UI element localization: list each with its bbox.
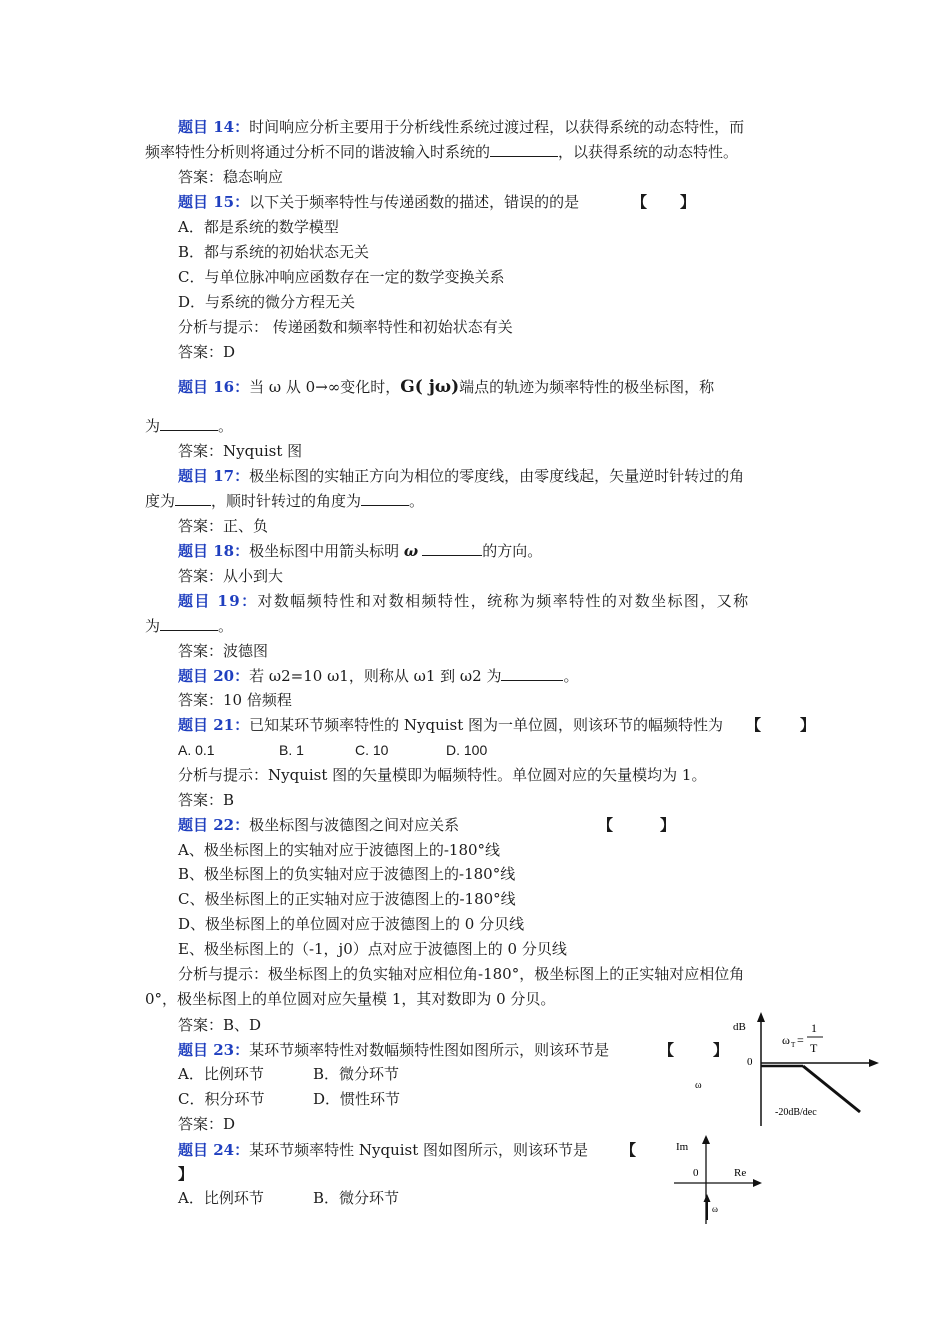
q23-slope-asymptote bbox=[803, 1066, 860, 1112]
q24-nyquist-figure bbox=[670, 1132, 770, 1226]
q14-line-1 bbox=[178, 117, 744, 137]
q20-answer: 答案：10 倍频程 bbox=[178, 691, 292, 709]
q15-bracket-open: 【 bbox=[632, 193, 648, 211]
q24-im-axis-arrow bbox=[702, 1135, 710, 1144]
q22-option-d: D、极坐标图上的单位圆对应于波德图上的 0 分贝线 bbox=[178, 915, 525, 933]
q17-line-1 bbox=[178, 466, 744, 486]
q23-bracket-open: 【 bbox=[659, 1041, 675, 1059]
q20-text-a: 若 ω2=10 ω1，则称从 ω1 到 ω2 为 bbox=[249, 667, 502, 685]
q22-text: 极坐标图与波德图之间对应关系 bbox=[249, 816, 460, 834]
q19-text-a: 对数幅频特性和对数相频特性，统称为频率特性的对数坐标图，又称 bbox=[257, 592, 750, 610]
q23-answer: 答案：D bbox=[178, 1115, 236, 1133]
q14-text-a: 时间响应分析主要用于分析线性系统过渡过程，以获得系统的动态特性，而 bbox=[249, 118, 745, 136]
q23-zero-label: 0 bbox=[747, 1056, 753, 1068]
q24-text: 某环节频率特性 Nyquist 图如图所示，则该环节是 bbox=[249, 1141, 589, 1159]
q23-label: 题目 23： bbox=[178, 1041, 250, 1059]
q18-answer: 答案：从小到大 bbox=[178, 567, 284, 585]
q24-line bbox=[178, 1140, 588, 1160]
q16-answer: 答案：Nyquist 图 bbox=[178, 442, 303, 460]
q23-equals: = bbox=[797, 1033, 804, 1047]
q19-text-c: 。 bbox=[218, 617, 234, 635]
q16-text-c: 为 bbox=[145, 417, 161, 435]
q23-option-b: B．微分环节 bbox=[313, 1065, 400, 1083]
q24-option-b: B．微分环节 bbox=[313, 1189, 400, 1207]
q24-re-axis-arrow bbox=[753, 1179, 762, 1187]
q22-label: 题目 22： bbox=[178, 816, 250, 834]
q23-frac-den: T bbox=[810, 1041, 818, 1055]
q18-blank[interactable] bbox=[422, 541, 482, 556]
q15-option-c: C．与单位脉冲响应函数存在一定的数学变换关系 bbox=[178, 268, 505, 286]
q24-label: 题目 24： bbox=[178, 1141, 250, 1159]
q19-label: 题目 19： bbox=[178, 592, 258, 610]
q17-answer: 答案：正、负 bbox=[178, 517, 269, 535]
q15-label: 题目 15： bbox=[178, 193, 250, 211]
q15-analysis: 分析与提示： 传递函数和频率特性和初始状态有关 bbox=[178, 318, 513, 336]
q21-line bbox=[178, 715, 723, 735]
q24-bracket-close: 】 bbox=[178, 1165, 194, 1183]
q24-zero-label: 0 bbox=[693, 1167, 699, 1179]
q23-option-d: D．惯性环节 bbox=[313, 1090, 401, 1108]
q16-text-a: 当 ω 从 0→∞变化时， bbox=[249, 378, 401, 396]
q20-blank[interactable] bbox=[501, 666, 563, 681]
q21-bracket-open: 【 bbox=[746, 716, 762, 734]
q22-option-e: E、极坐标图上的（-1，j0）点对应于波德图上的 0 分贝线 bbox=[178, 940, 567, 958]
q23-omega-t-sub: T bbox=[791, 1041, 796, 1049]
q19-text-b: 为 bbox=[145, 617, 161, 635]
q14-answer: 答案：稳态响应 bbox=[178, 168, 284, 186]
q18-line bbox=[178, 541, 542, 561]
q18-label: 题目 18： bbox=[178, 542, 250, 560]
q22-analysis-1: 分析与提示：极坐标图上的负实轴对应相位角-180°，极坐标图上的正实轴对应相位角 bbox=[178, 965, 745, 983]
q21-text: 已知某环节频率特性的 Nyquist 图为一单位圆，则该环节的幅频特性为 bbox=[249, 716, 724, 734]
q17-blank-2[interactable] bbox=[361, 491, 409, 506]
q17-text-b: 度为 bbox=[145, 492, 176, 510]
q20-label: 题目 20： bbox=[178, 667, 250, 685]
q16-text-d: 。 bbox=[218, 417, 234, 435]
q23-slope-label: -20dB/dec bbox=[775, 1107, 817, 1118]
q15-option-b: B．都与系统的初始状态无关 bbox=[178, 243, 370, 261]
q14-text-c: ，以获得系统的动态特性。 bbox=[558, 143, 739, 161]
q23-option-c: C．积分环节 bbox=[178, 1090, 265, 1108]
q21-answer: 答案：B bbox=[178, 791, 235, 809]
q19-line-2 bbox=[145, 616, 233, 636]
q14-blank[interactable] bbox=[490, 142, 558, 157]
q21-bracket-close: 】 bbox=[800, 716, 816, 734]
q18-omega: ω bbox=[403, 542, 419, 560]
q23-text: 某环节频率特性对数幅频特性图如图所示，则该环节是 bbox=[249, 1041, 610, 1059]
q24-locus-arrow bbox=[704, 1194, 711, 1202]
q17-text-d: 。 bbox=[409, 492, 425, 510]
q22-option-b: B、极坐标图上的负实轴对应于波德图上的-180°线 bbox=[178, 865, 516, 883]
q15-line bbox=[178, 192, 579, 212]
q23-y-label: dB bbox=[733, 1021, 746, 1033]
q15-option-d: D．与系统的微分方程无关 bbox=[178, 293, 356, 311]
q21-option-d: D. 100 bbox=[446, 742, 488, 758]
q17-text-c: ，顺时针转过的角度为 bbox=[211, 492, 362, 510]
q24-omega-label: ω bbox=[712, 1204, 718, 1214]
q24-bracket-open: 【 bbox=[621, 1141, 637, 1159]
q23-option-a: A．比例环节 bbox=[178, 1065, 264, 1083]
q24-im-label: Im bbox=[676, 1141, 689, 1153]
q17-line-2 bbox=[145, 491, 424, 511]
q14-text-b: 频率特性分析则将通过分析不同的谐波输入时系统的 bbox=[145, 143, 491, 161]
q19-blank[interactable] bbox=[160, 616, 218, 631]
q16-formula: G( jω) bbox=[400, 377, 460, 397]
q14-line-2 bbox=[145, 142, 738, 162]
q22-option-c: C、极坐标图上的正实轴对应于波德图上的-180°线 bbox=[178, 890, 516, 908]
q15-option-a: A．都是系统的数学模型 bbox=[178, 218, 339, 236]
q18-text-a: 极坐标图中用箭头标明 bbox=[249, 542, 404, 560]
q16-line-1 bbox=[178, 377, 714, 397]
q21-option-a: A. 0.1 bbox=[178, 742, 215, 758]
q17-text-a: 极坐标图的实轴正方向为相位的零度线，由零度线起，矢量逆时针转过的角 bbox=[249, 467, 745, 485]
q16-label: 题目 16： bbox=[178, 378, 250, 396]
q22-analysis-2: 0°，极坐标图上的单位圆对应矢量模 1，其对数即为 0 分贝。 bbox=[145, 990, 556, 1008]
q19-answer: 答案：波德图 bbox=[178, 642, 269, 660]
q14-label: 题目 14： bbox=[178, 118, 250, 136]
q17-label: 题目 17： bbox=[178, 467, 250, 485]
q19-line-1 bbox=[178, 591, 750, 611]
q15-text: 以下关于频率特性与传递函数的描述，错误的的是 bbox=[249, 193, 580, 211]
q21-option-b: B. 1 bbox=[279, 742, 304, 758]
q23-bode-figure bbox=[685, 1008, 885, 1130]
q22-bracket-open: 【 bbox=[598, 816, 614, 834]
q21-analysis: 分析与提示：Nyquist 图的矢量模即为幅频特性。单位圆对应的矢量模均为 1。 bbox=[178, 766, 707, 784]
q23-x-axis-arrow bbox=[869, 1059, 879, 1067]
q16-blank[interactable] bbox=[160, 416, 218, 431]
q24-option-a: A．比例环节 bbox=[178, 1189, 264, 1207]
q23-frac-num: 1 bbox=[811, 1021, 817, 1035]
q22-option-a: A、极坐标图上的实轴对应于波德图上的-180°线 bbox=[178, 841, 501, 859]
q18-text-b: 的方向。 bbox=[482, 542, 543, 560]
q16-line-2 bbox=[145, 416, 233, 436]
q15-answer: 答案：D bbox=[178, 343, 236, 361]
q24-re-label: Re bbox=[734, 1167, 747, 1179]
q22-answer: 答案：B、D bbox=[178, 1016, 262, 1034]
q23-omega-t: ω bbox=[782, 1033, 790, 1047]
q17-blank-1[interactable] bbox=[175, 491, 211, 506]
q23-x-label: ω bbox=[695, 1080, 702, 1091]
q22-line bbox=[178, 815, 459, 835]
q21-label: 题目 21： bbox=[178, 716, 250, 734]
q23-y-axis-arrow bbox=[757, 1012, 765, 1022]
q23-bracket-close: 】 bbox=[713, 1041, 729, 1059]
q20-line bbox=[178, 666, 579, 686]
q21-option-c: C. 10 bbox=[355, 742, 389, 758]
q16-text-b: 端点的轨迹为频率特性的极坐标图，称 bbox=[459, 378, 715, 396]
q22-bracket-close: 】 bbox=[660, 816, 676, 834]
q15-bracket-close: 】 bbox=[680, 193, 696, 211]
q23-line bbox=[178, 1040, 609, 1060]
q20-text-b: 。 bbox=[563, 667, 579, 685]
